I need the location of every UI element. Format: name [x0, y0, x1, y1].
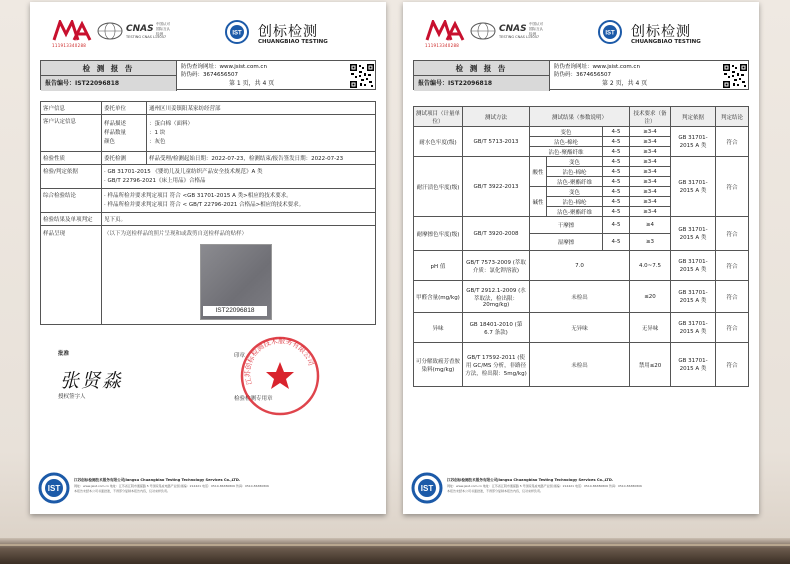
- photo-note: （以下为送检样品的照片呈现和或裁剪自送检样品的贴样）: [104, 231, 248, 237]
- stamp-footer: 检验检测专用章: [234, 396, 273, 402]
- report-number: 报告编号：IST22096818: [41, 76, 177, 91]
- report-header: [30, 2, 386, 54]
- company-footer: IST 江苏创标检测技术服务有限公司Jiangsu Chuangbiao Testing Technology Services Co.,LTD. 网址：www.jsist.com.cn 地址：江苏省江阴市通富路 5 号国家集成电路产业园 邮编：214421 电话：0510-86380806 传真：0510-86380806 本报告未经本公司书面批准，不得部分复制本报告内容，仅对来样负责。: [38, 472, 378, 508]
- ist-footer-logo-icon: [38, 472, 70, 504]
- report-page-2: [403, 2, 759, 514]
- ist-logo-icon: [598, 20, 622, 44]
- ist-logo-icon: [225, 20, 249, 44]
- verify-info: 防伪查询网址：www.jsist.com.cn 防伪码：3674656507: [181, 64, 267, 78]
- cnas-sub: TESTING CNAS L15047: [499, 35, 540, 39]
- brand-name-cn: 创标检测: [258, 24, 318, 40]
- qr-code-icon: [722, 63, 748, 89]
- svg-text:IST: IST: [232, 30, 242, 37]
- approve-label: 批准: [58, 351, 70, 357]
- red-seal-icon: [238, 334, 322, 418]
- ist-footer-logo-icon: [411, 472, 443, 504]
- wooden-frame-bottom: [0, 538, 790, 564]
- sample-photo: [200, 244, 272, 320]
- svg-text:IST: IST: [605, 30, 615, 37]
- report-page-1: [30, 2, 386, 514]
- report-number: 报告编号：IST22096818: [414, 76, 550, 91]
- brand-name-en: CHUANGBIAO TESTING: [258, 39, 328, 45]
- report-title-block: [40, 60, 376, 90]
- cnas-logo: CNAS: [499, 24, 527, 34]
- cnas-sub: TESTING CNAS L15047: [126, 35, 167, 39]
- company-footer: IST 江苏创标检测技术服务有限公司Jiangsu Chuangbiao Testing Technology Services Co.,LTD. 网址：www.jsist.com.cn 地址：江苏省江阴市通富路 5 号国家集成电路产业园 邮编：214421 电话：0510-86380806 传真：0510-86380806 本报告未经本公司书面批准，不得部分复制本报告内容，仅对来样负责。: [411, 472, 751, 508]
- verify-info: 防伪查询网址：www.jsist.com.cn 防伪码：3674656507: [554, 64, 640, 78]
- report-title: 检 测 报 告: [414, 61, 550, 76]
- cma-number: 111913340288: [52, 43, 87, 48]
- svg-text:IST: IST: [420, 484, 434, 493]
- brand-name-cn: 创标检测: [631, 24, 691, 40]
- page-number: 第 1 页，共 4 页: [229, 80, 275, 87]
- sample-tag: IST22096818: [203, 306, 267, 316]
- brand-name-en: CHUANGBIAO TESTING: [631, 39, 701, 45]
- cma-logo-icon: [52, 20, 92, 42]
- cma-logo-icon: [425, 20, 465, 42]
- cnas-check: 中国认可 国际互认 检测: [156, 22, 170, 36]
- signer-label: 授权签字人: [58, 394, 86, 400]
- report-title-block: [413, 60, 749, 90]
- report-header: [403, 2, 759, 54]
- qr-code-icon: [349, 63, 375, 89]
- frame-trim: [0, 544, 790, 546]
- cma-number: 111913340288: [425, 43, 460, 48]
- signature: 张贤淼: [60, 370, 124, 392]
- client-info-table: 客户信息 委托单位 通州区川姜镇阳某家纺经营部 客户认定信息 样品描述 样品数量 颜色 ：蛋白棉（面料） ：1 块 ：灰色 检验性质 委托检测 样品受理/检测起始日期：2022-07-23，检测结束/报告签发日期：2022-07-23 检验/判定依据 · GB 31701-2015 《婴幼儿及儿童纺织产品安全技术规范》A 类 · GB/T 22796-2021《床上用品》合格品 综合检验结论 · 样品所检并要求判定项目 符合 <GB 31701-2015 A 类>相应的技术要求。 · 样品所检并要求判定项目 符合 < GB/T 22796-2021 合格品>相应的技术要求。 检验结果及单项判定 见下页。 样品呈现 （以下为送检样品的照片呈现和或裁剪自送检样品的贴样） IST22096818: [40, 101, 376, 325]
- svg-text:IST: IST: [47, 484, 61, 493]
- stamp-label: 印章: [234, 353, 246, 359]
- report-title: 检 测 报 告: [41, 61, 177, 76]
- page-number: 第 2 页，共 4 页: [602, 80, 648, 87]
- results-table: 测试项目（计量单位） 测试方法 测试结果（参数说明） 技术要求（备注） 判定依据 判定结论 耐水色牢度(级) GB/T 5713-2013 变色 4-5 ≥3-4 GB 31701-2015 A 类 符合 沾色-棉纶 4-5 ≥3-4 沾色-聚酯纤维 4-5 ≥3-4 耐汗渍色牢度(级) GB/T 3922-2013 酸性 变色 4-5 ≥3-4 GB 31701-2015 A 类 符合 沾色-棉纶 4-5 ≥3-4 沾色-聚酯纤维 4-5 ≥3-4 碱性 变色 4-5 ≥3-4 沾色-棉纶 4-5 ≥3-4 沾色-聚酯纤维 4-5 ≥3-4 耐摩擦色牢度(级) GB/T 3920-2008 干摩擦 4-5 ≥4 GB 31701-2015 A 类 符合 湿摩擦 4-5 ≥3 pH 值 GB/T 7573-2009 (萃取介质：氯化钾溶液) 7.0 4.0~7.5 GB 31701-2015 A 类 符合 甲醛含量(mg/kg) GB/T 2912.1-2009 (水萃取法，检出限：20mg/kg) 未检出 ≤20 GB 31701-2015 A 类 符合 异味 GB 18401-2010 (第 6.7 条款) 无异味 无异味 GB 31701-2015 A 类 符合 可分解致癌芳香胺染料(mg/kg) GB/T 17592-2011 (使用 GC/MS 分析，非路径方法，检出限：5mg/kg) 未检出 禁用≤20 GB 31701-2015 A 类 符合: [413, 106, 749, 387]
- svg-text:江苏创标检测技术服务有限公司: 江苏创标检测技术服务有限公司: [243, 337, 316, 386]
- cnas-check: 中国认可 国际互认 检测: [529, 22, 543, 36]
- cnas-logo: CNAS: [126, 24, 154, 34]
